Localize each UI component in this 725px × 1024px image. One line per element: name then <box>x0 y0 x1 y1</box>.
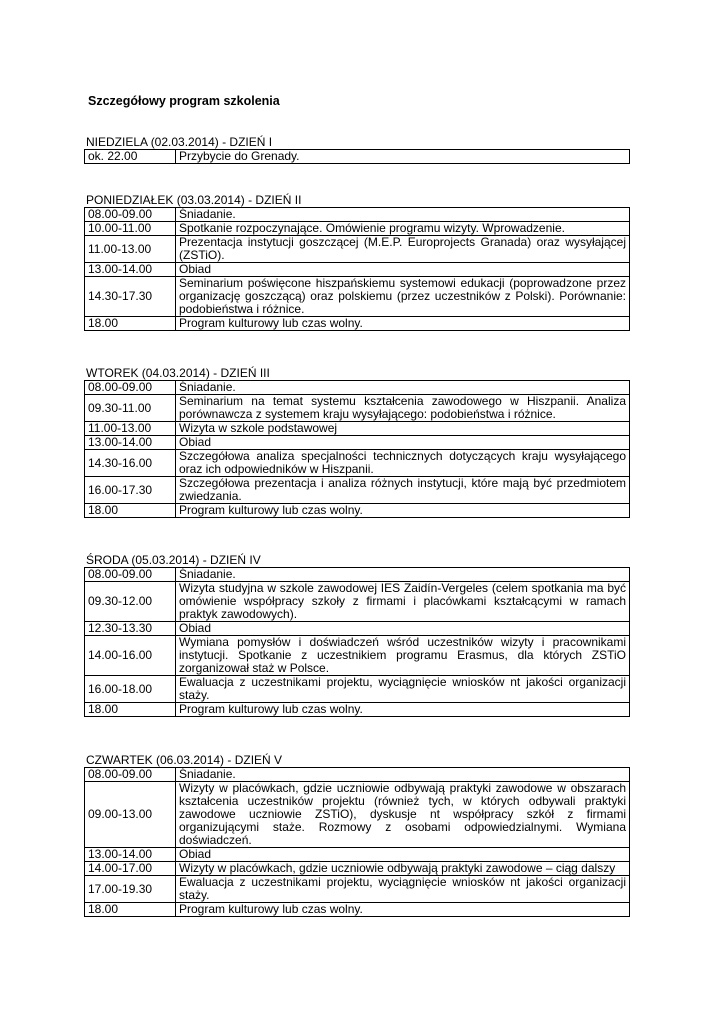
table-row <box>85 703 630 717</box>
time-cell: 13.00-14.00 <box>85 848 176 862</box>
time-cell: 18.00 <box>85 903 176 917</box>
table-row <box>85 782 630 848</box>
activity-cell: Program kulturowy lub czas wolny. <box>176 504 630 518</box>
activity-cell: Śniadanie. <box>176 768 630 782</box>
table-row <box>85 876 630 903</box>
day-heading: PONIEDZIAŁEK (03.03.2014) - DZIEŃ II <box>86 193 302 207</box>
table-row <box>85 903 630 917</box>
table-row <box>85 450 630 477</box>
day-heading: NIEDZIELA (02.03.2014) - DZIEŃ I <box>86 135 273 149</box>
time-cell: 14.00-16.00 <box>85 636 176 676</box>
table-row <box>85 208 630 222</box>
activity-cell: Wizyta w szkole podstawowej <box>176 422 630 436</box>
day-section <box>84 194 630 331</box>
activity-cell: Przybycie do Grenady. <box>176 150 630 164</box>
table-row <box>85 582 630 622</box>
table-row <box>85 395 630 422</box>
table-row <box>85 277 630 317</box>
day-heading: ŚRODA (05.03.2014) - DZIEŃ IV <box>86 553 261 567</box>
day-section <box>84 136 630 164</box>
time-cell: 12.30-13.30 <box>85 622 176 636</box>
activity-cell: Wizyta studyjna w szkole zawodowej IES Zaidín-Vergeles (celem spotkania ma być omówienie współpracy szkoły z firmami i placówkami kształcącymi w ramach praktyk zawodowych). <box>176 582 630 622</box>
activity-cell: Obiad <box>176 848 630 862</box>
time-cell: 13.00-14.00 <box>85 436 176 450</box>
time-cell: 18.00 <box>85 317 176 331</box>
schedule-table <box>84 149 630 164</box>
table-row <box>85 263 630 277</box>
time-cell: 14.00-17.00 <box>85 862 176 876</box>
time-cell: 09.30-11.00 <box>85 395 176 422</box>
time-cell: 17.00-19.30 <box>85 876 176 903</box>
table-row <box>85 568 630 582</box>
time-cell: 11.00-13.00 <box>85 236 176 263</box>
day-heading: CZWARTEK (06.03.2014) - DZIEŃ V <box>86 753 283 767</box>
activity-cell: Szczegółowa prezentacja i analiza różnych instytucji, które mają być przedmiotem zwiedzania. <box>176 477 630 504</box>
table-row <box>85 422 630 436</box>
time-cell: 08.00-09.00 <box>85 568 176 582</box>
time-cell: 11.00-13.00 <box>85 422 176 436</box>
table-row <box>85 436 630 450</box>
activity-cell: Obiad <box>176 263 630 277</box>
time-cell: 08.00-09.00 <box>85 381 176 395</box>
activity-cell: Program kulturowy lub czas wolny. <box>176 703 630 717</box>
table-row <box>85 636 630 676</box>
activity-cell: Ewaluacja z uczestnikami projektu, wyciągnięcie wniosków nt jakości organizacji staży. <box>176 676 630 703</box>
table-row <box>85 317 630 331</box>
time-cell: 13.00-14.00 <box>85 263 176 277</box>
activity-cell: Wymiana pomysłów i doświadczeń wśród uczestników wizyty i pracownikami instytucji. Spotkanie z uczestnikiem programu Erasmus, dla których ZSTiO zorganizował staż w Polsce. <box>176 636 630 676</box>
table-row <box>85 622 630 636</box>
activity-cell: Śniadanie. <box>176 381 630 395</box>
activity-cell: Szczegółowa analiza specjalności technicznych dotyczących kraju wysyłającego oraz ich odpowiedników w Hiszpanii. <box>176 450 630 477</box>
activity-cell: Seminarium na temat systemu kształcenia zawodowego w Hiszpanii. Analiza porównawcza z systemem kraju wysyłającego: podobieństwa i różnice. <box>176 395 630 422</box>
activity-cell: Seminarium poświęcone hiszpańskiemu systemowi edukacji (poprowadzone przez organizację goszczącą) oraz polskiemu (przez uczestników z Polski). Porównanie: podobieństwa i różnice. <box>176 277 630 317</box>
table-row <box>85 150 630 164</box>
activity-cell: Obiad <box>176 436 630 450</box>
document-title: Szczegółowy program szkolenia <box>88 94 280 108</box>
day-section <box>84 367 630 518</box>
time-cell: 14.30-17.30 <box>85 277 176 317</box>
time-cell: ok. 22.00 <box>85 150 176 164</box>
activity-cell: Śniadanie. <box>176 208 630 222</box>
time-cell: 09.30-12.00 <box>85 582 176 622</box>
time-cell: 16.00-17.30 <box>85 477 176 504</box>
table-row <box>85 236 630 263</box>
day-section <box>84 554 630 717</box>
activity-cell: Wizyty w placówkach, gdzie uczniowie odbywają praktyki zawodowe – ciąg dalszy <box>176 862 630 876</box>
activity-cell: Ewaluacja z uczestnikami projektu, wyciągnięcie wniosków nt jakości organizacji staży. <box>176 876 630 903</box>
activity-cell: Obiad <box>176 622 630 636</box>
schedule-table <box>84 380 630 518</box>
table-row <box>85 676 630 703</box>
table-row <box>85 862 630 876</box>
activity-cell: Śniadanie. <box>176 568 630 582</box>
table-row <box>85 768 630 782</box>
time-cell: 14.30-16.00 <box>85 450 176 477</box>
schedule-table <box>84 207 630 331</box>
activity-cell: Spotkanie rozpoczynające. Omówienie programu wizyty. Wprowadzenie. <box>176 222 630 236</box>
activity-cell: Program kulturowy lub czas wolny. <box>176 317 630 331</box>
time-cell: 18.00 <box>85 504 176 518</box>
day-section <box>84 754 630 917</box>
activity-cell: Program kulturowy lub czas wolny. <box>176 903 630 917</box>
time-cell: 08.00-09.00 <box>85 768 176 782</box>
day-heading: WTOREK (04.03.2014) - DZIEŃ III <box>86 366 270 380</box>
table-row <box>85 477 630 504</box>
schedule-table <box>84 767 630 917</box>
time-cell: 18.00 <box>85 703 176 717</box>
table-row <box>85 848 630 862</box>
table-row <box>85 381 630 395</box>
time-cell: 08.00-09.00 <box>85 208 176 222</box>
table-row <box>85 504 630 518</box>
activity-cell: Wizyty w placówkach, gdzie uczniowie odbywają praktyki zawodowe w obszarach kształcenia uczestników projektu (również tych, w których odbywali praktyki zawodowe uczniowie ZSTiO), dyskusje nt współpracy szkół z firmami organizującymi staże. Rozmowy z osobami odpowiedzialnymi. Wymiana doświadczeń. <box>176 782 630 848</box>
time-cell: 09.00-13.00 <box>85 782 176 848</box>
time-cell: 10.00-11.00 <box>85 222 176 236</box>
table-row <box>85 222 630 236</box>
schedule-table <box>84 567 630 717</box>
activity-cell: Prezentacja instytucji goszczącej (M.E.P. Europrojects Granada) oraz wysyłającej (ZSTiO). <box>176 236 630 263</box>
time-cell: 16.00-18.00 <box>85 676 176 703</box>
